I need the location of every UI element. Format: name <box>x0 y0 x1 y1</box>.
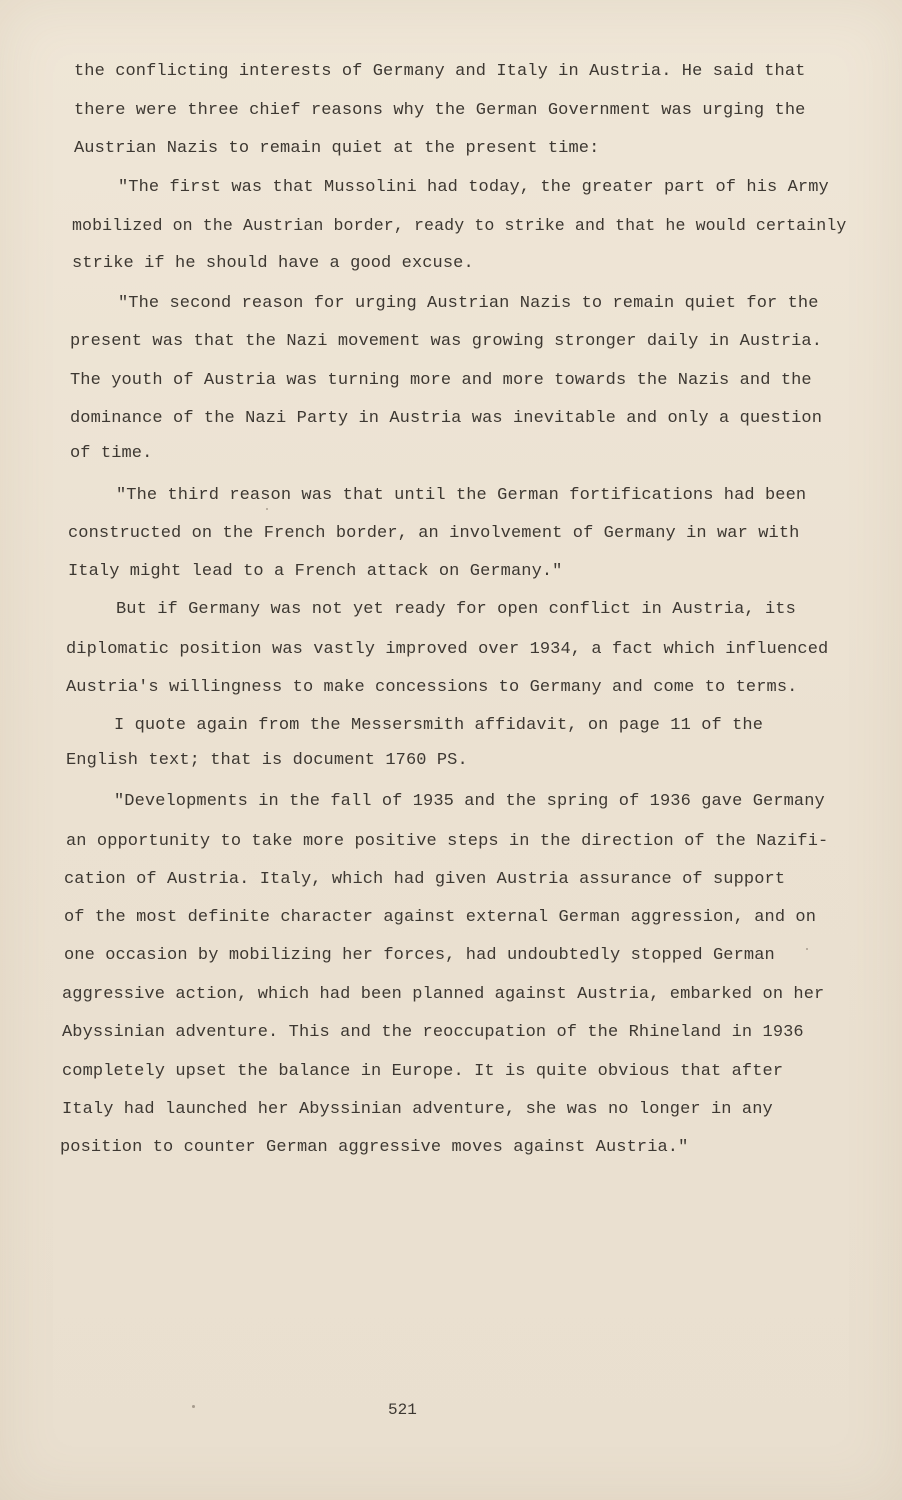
text-line-18: I quote again from the Messersmith affidavit, on page 11 of the <box>114 716 764 735</box>
text-line-27: completely upset the balance in Europe. It is quite obvious that after <box>62 1062 784 1081</box>
page-number: 521 <box>388 1401 417 1419</box>
text-line-13: constructed on the French border, an involvement of Germany in war with <box>68 524 800 543</box>
text-line-3: Austrian Nazis to remain quiet at the present time: <box>74 139 600 158</box>
text-line-8: present was that the Nazi movement was growing stronger daily in Austria. <box>70 332 823 351</box>
text-line-28: Italy had launched her Abyssinian adventure, she was no longer in any <box>62 1100 773 1119</box>
text-line-25: aggressive action, which had been planned against Austria, embarked on her <box>62 985 825 1004</box>
text-line-12: "The third reason was that until the German fortifications had been <box>116 486 807 505</box>
text-line-15: But if Germany was not yet ready for open conflict in Austria, its <box>116 600 796 619</box>
text-line-16: diplomatic position was vastly improved over 1934, a fact which influenced <box>66 640 829 659</box>
text-line-23: of the most definite character against external German aggression, and on <box>64 908 817 927</box>
paper-speck <box>192 1405 195 1408</box>
text-line-29: position to counter German aggressive moves against Austria." <box>60 1138 689 1157</box>
text-line-6: strike if he should have a good excuse. <box>72 254 474 273</box>
text-line-9: The youth of Austria was turning more and more towards the Nazis and the <box>70 371 812 390</box>
text-line-11: of time. <box>70 444 153 463</box>
text-line-2: there were three chief reasons why the German Government was urging the <box>74 101 806 120</box>
text-line-22: cation of Austria. Italy, which had given Austria assurance of support <box>64 870 786 889</box>
text-line-1: the conflicting interests of Germany and Italy in Austria. He said that <box>74 62 806 81</box>
text-line-26: Abyssinian adventure. This and the reoccupation of the Rhineland in 1936 <box>62 1023 804 1042</box>
text-line-24: one occasion by mobilizing her forces, had undoubtedly stopped German <box>64 946 775 965</box>
text-line-4: "The first was that Mussolini had today, the greater part of his Army <box>118 178 829 197</box>
text-line-20: "Developments in the fall of 1935 and the spring of 1936 gave Germany <box>114 792 825 811</box>
text-line-10: dominance of the Nazi Party in Austria was inevitable and only a question <box>70 409 823 428</box>
text-line-7: "The second reason for urging Austrian Nazis to remain quiet for the <box>118 294 819 313</box>
paper-speck <box>806 948 808 950</box>
text-line-14: Italy might lead to a French attack on Germany." <box>68 562 563 581</box>
paper-speck <box>266 508 268 510</box>
text-line-21: an opportunity to take more positive steps in the direction of the Nazifi- <box>66 832 829 851</box>
text-line-5: mobilized on the Austrian border, ready to strike and that he would certainly <box>72 216 847 235</box>
text-line-19: English text; that is document 1760 PS. <box>66 751 468 770</box>
text-line-17: Austria's willingness to make concessions to Germany and come to terms. <box>66 678 798 697</box>
